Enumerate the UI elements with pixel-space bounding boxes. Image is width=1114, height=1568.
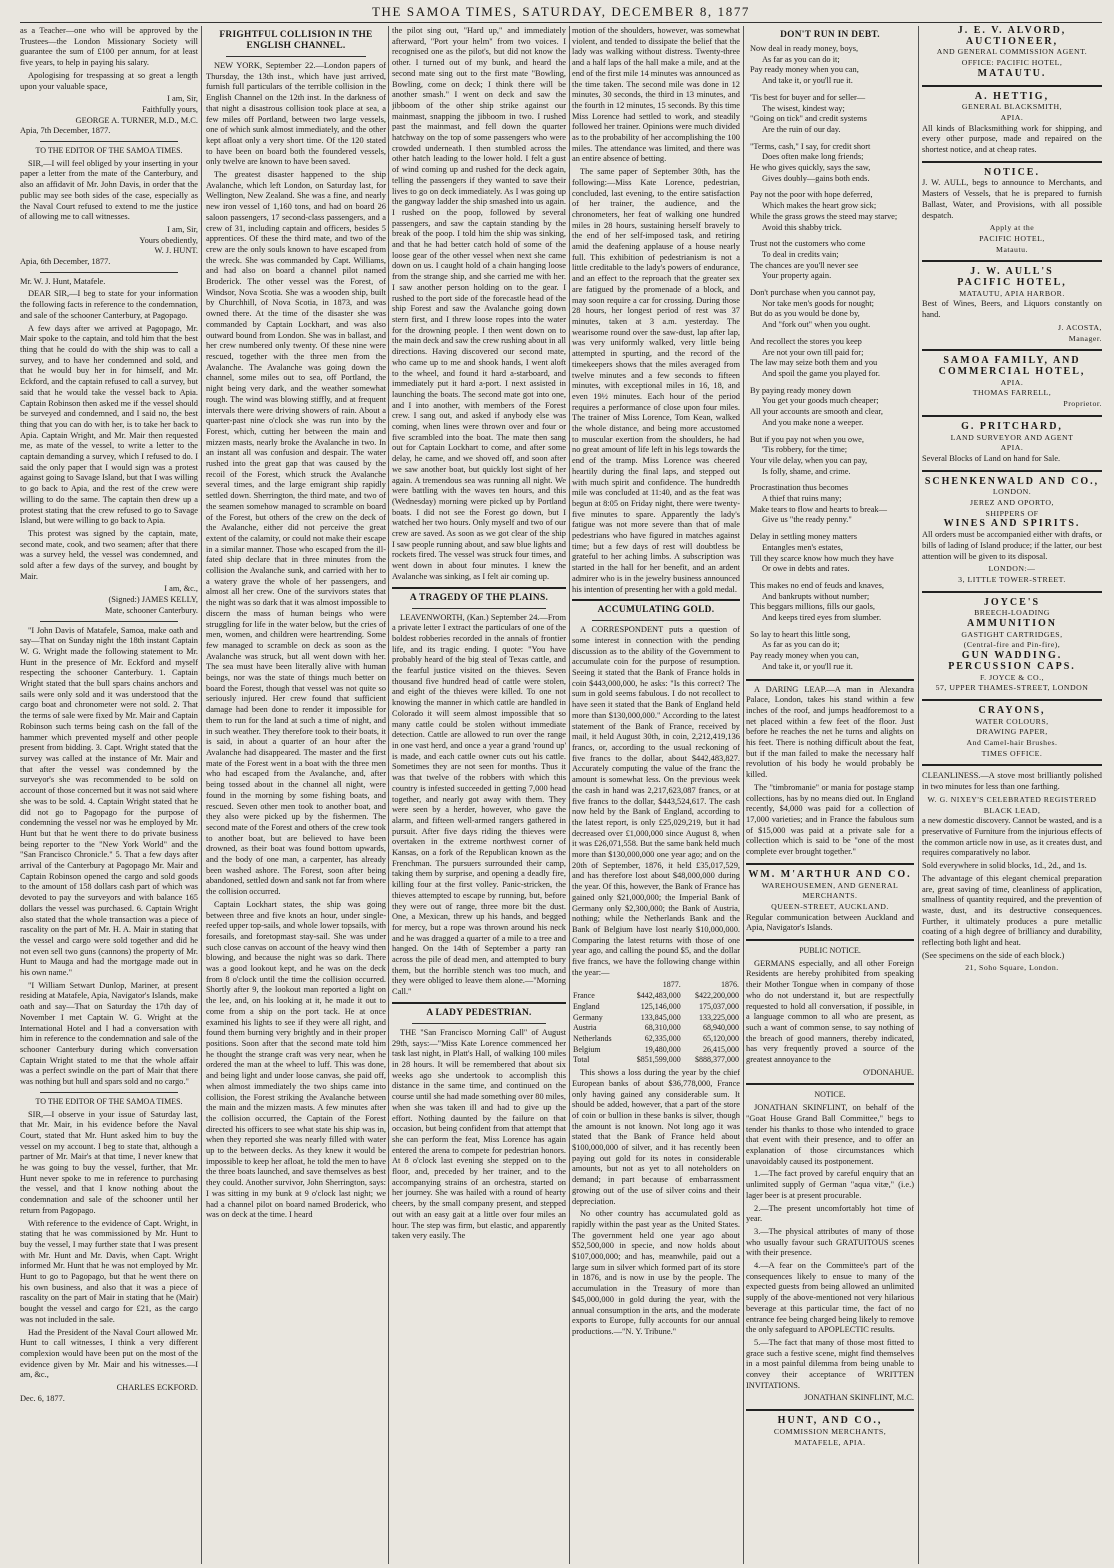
poem-line: Delay in settling money matters [750,532,857,542]
divider [922,349,1102,351]
headline: ACCUMULATING GOLD. [597,605,715,616]
paragraph: The same paper of September 30th, has the following:—Miss Kate Lorence, pedestrian, concluded, last evening, to the entire satisfaction of her trainer, the audience, and the chronometers, her feat of walking one hundred miles in 28 hours, sustaining herself bravely to the end of her self-imposed task, and retiring amid the deafening applause of a house nearly full. This exhibition of pedestrianism is not a little creditable to the lady's powers of endurance, and an effect to the reproach that the greater sex are fatigued by the promenade of a block, and may soon require a car for crossing. During those 28 hours, her longest period of rest was 37 minutes, taken at 3 a.m. yesterday. The wearisome round over the saw-dust, lap after lap, was very uniformly walked, very little being attempted in spurting, and the record of the timekeepers shows that the miles averaged from twelve minutes and a few seconds to fifteen minutes, with exceptional miles in 16, 18, and even 19½ minutes. Each hour of the period requires a performance of close upon four miles. The trainer of Miss Lorence, Tom Kean, walked the whole distance, and being more accustomed to muscular exertion from the shoulders, he had no great amount of life left in his legs towards the end of the tramp. Miss Lorence was cheered heartily during the final laps, and stepped out with much spirit and confidence. The hundredth mile was concluded at 11:40, and as the feat was begun at 8:05 on Friday night, there were twenty-five minutes to spare. Apparently the lady's fatigue was not more severe than that of male pedestrians who have figured in matches against time; but a few days of rest will doubtless be grateful to her aching limbs. A subscription was started in the hall for her benefit, and an ardent admirer who is in the jewelry business announced his intention of presenting her with a gold medal. [572,167,740,594]
paragraph: 1.—The fact proved by careful enquiry that an unlimited supply of German "aqua vitæ," (i.e.) lager beer is at present procurable. [746,1169,914,1200]
poem-line: Pay ready money when you can, [750,65,859,75]
advertisement-hunt [746,1416,914,1448]
paragraph: GERMANS especially, and all other Foreign Residents are hereby prohibited from speaking their Mother Tongue when in company of those who do not understand it, but are respectfully requested to hold all conversation, if possible, in a language common to all who are present, as such a want of common sense, to say nothing of the breach of good manners, thereby indicated, has very frequently proved a source of the greatest annoyance to the [746,958,914,1065]
table-cell: England [573,1001,600,1011]
poem-stanza [750,142,914,185]
advertiser-name: JOYCE'S [983,596,1041,608]
advertiser-trade: PACIFIC HOTEL, [957,277,1067,289]
paragraph: Apologising for trespassing at so great a length upon your valuable space, [20,70,198,91]
divider [40,621,178,622]
poem-line: Make tears to flow and hearts to break— [750,504,887,514]
paragraph: motion of the shoulders, however, was somewhat violent, and tended to dissipate the belief that the lady was walking without distress. Twenty-three and a half laps of the hall make a mile, and at the end of the first mile 14 minutes was announced as the time taken. The second mile was done in 12 minutes, 30 seconds, the third in 13 minutes, and the fourth in 12 minutes, 15 seconds. By this time Miss Lorence had settled to work, and steadily followed her trainer. Opinions were much divided as to the probability of her accomplishing the 100 miles. The attendance was limited, and there was an entire absence of betting. [572,26,740,164]
poem-line: The wisest, kindest way; [762,103,845,113]
divider [592,620,720,621]
poem-line: Your vile delay, when you can pay, [750,455,868,465]
advertiser-address: 3, LITTLE TOWER-STREET. [958,574,1066,584]
advertisement-line: (Central-fire and Pin-fire), [963,640,1061,650]
poem-stanza [750,44,914,87]
advertisement-body: Regular communication between Auckland and Apia, Navigator's Islands. [746,912,914,933]
advertiser-trade: WAREHOUSEMEN, AND GENERAL [761,880,899,890]
advertisement-body: J. W. AULL, begs to announce to Merchants, and Masters of Vessels, that he is prepared to furnish Ballast, Water, and Provisions, with all possible despatch. [922,178,1102,220]
divider [746,939,914,941]
column-1 [20,26,198,1564]
paragraph: The "timbromanie" or mania for postage stamp collections, has by no means died out. In England recently, $4,000 was paid for a collection of 17,000 varieties; and in France the fabulous sum of $15,000 was paid at a private sale for a collection which is said to be "one of the most complete ever brought together." [746,782,914,857]
poem-line: Don't purchase when you cannot pay, [750,288,876,298]
divider [40,141,178,142]
table-cell: 1877. [662,980,681,990]
advertisement-body: The advantage of this elegant chemical preparation are, great saving of time, cleanliness of application, smallness of quantity required, and the prevention of waste, dust, and its destructive consequences. Further, it ultimately produces a pure metallic coating of a high degree of brilliancy and durability, reflecting both light and heat. [922,873,1102,948]
table-cell [572,980,623,991]
poem-line: "Terms, cash," I say, for credit short [750,141,871,151]
divider [392,587,566,589]
signature-name: GEORGE A. TURNER, M.D., M.C. [75,115,198,125]
table-row [572,1002,740,1013]
poem-stanza [750,337,914,380]
poem-line: Procrastination thus becomes [750,483,849,493]
table-cell: Belgium [573,1044,601,1054]
signature-line: Yours obediently, [139,235,198,245]
divider [746,863,914,865]
advertiser-office: OFFICE: PACIFIC HOTEL, [961,58,1063,68]
advertisement-samoa-hotel [922,356,1102,410]
advertiser-place: MATAUTU, APIA HARBOR. [959,288,1065,298]
poem-line: Pay ready money when you can, [750,651,859,661]
column-rule [388,26,389,1564]
signature-name: (Signed:) JAMES KELLY, [108,595,198,605]
poem-line: 'Tis best for buyer and for seller— [750,92,866,102]
poem-stanza [750,532,914,575]
advertiser-name: J. E. V. ALVORD, [957,26,1067,36]
paragraph: SIR,—I observe in your issue of Saturday last, that Mr. Mair, in his evidence before the Naval Court, stated that Mr. Hunt asked him to buy the vessel on my account. I beg to state that, although a partner of Mr. Mair's at that time, I never knew that he was going to buy the vessel, further, that Mr. Hunt never spoke to me in reference to purchasing the vessel, and that I know nothing about the condemnation and sale of the schooner until her return from Pagopago. [20,1109,198,1215]
advertisement-line: GASTIGHT CARTRIDGES, [961,629,1063,639]
table-cell: 68,940,000 [703,1023,739,1033]
column-2 [206,26,386,1564]
paragraph: the pilot sing out, "Hard up," and immediately afterward, "Port your helm" from two voices. I recognised one as the pilot's, but did not know the other. I turned out of my bunk, and heard the second mate sing out to the first mate "Bowling, Bowling, come on deck; I think there will be another smash." I went on deck and saw the jibboom of the other ship strike against our mainmast, snapping the jibboom in two. I rushed past the mainmast, and fell down the quarter hatchway on the top of some passengers who were crowded underneath. I then stumbled across the other hatch leading to the lower hold. I felt a gust of wind coming up and rushed for the deck again, telling the passengers if they wanted to save their lives to go on deck immediately. As I was going up the gangway ladder the ship smashed into us again. I rushed on the poop, followed by several passengers, and saw the captain standing by the break of the poop. I told him the ship was sinking, and that he had better catch hold of some of the loose gear of the other vessel when next she came down on us. I caught hold of a chain hanging loose from the strange ship, and she carried me with her. I saw another person holding on to the gear. I rushed to the port side of the forecastle head of the ship Forest and saw the Avalanche going down stern first, and I threw loose ropes into the water for the drowning people. I then went down on to the main deck and saw the crew rushing about in all directions. Having discovered our second mate, who came up to me and shook hands, I went aloft to the wheel, and found it hard a-starboard, and immediately put it hard a-port. I next assisted in launching the boats. The second mate got into one, and I into another, with members of the Forest crew. I sang out, and asked if anybody else was coming, when lines were thrown over and four or five scrambled into the boat. The mate then sang out for Captain Lockhart to come, and after some delay, he came, and we shoved off, and soon after we saw another boat, but quickly lost sight of her again. A tremendous sea was running all night. We were battling with the waves ten hours, and this (Wednesday) morning were picked up by Portland boats. I did not see the Forest go down, but I watched her two hours. Only myself and two of our crew are saved. As soon as we got clear of the ship I saw people running about, and saw blue lights and rockets fired. The vessel was struck four times, and went down in about four minutes. I knew the Avalanche was sinking, as I felt air coming up. [392,26,566,581]
divider [226,56,366,57]
poem-line: Give us "the ready penny." [762,515,852,525]
paragraph: A DARING LEAP.—A man in Alexandra Palace, London, takes his stand within a few inches of the roof, and jumps headforemost to a net placed within a few feet of the floor. Just before he reaches the net he turns and alights on his feet. There is nothing difficult about the feat, but if the man failed to make the necessary half revolution of his body he would probably be killed. [746,684,914,780]
table-cell: 175,037,000 [699,1001,739,1011]
advertisement-body: (See specimens on the side of each block.) [922,950,1065,960]
advertisement-pritchard [922,422,1102,465]
poem-stanza [750,386,914,429]
column-rule [743,26,744,1564]
advertiser-name: HUNT, AND CO., [777,1415,883,1427]
paragraph: SIR,—I will feel obliged by your inserting in your paper a letter from the mate of the Canterbury, and also an affidavit of Mr. John Davis, in order that the public may see both sides of the case, especially as the Naval Court refused to extend to me the justice of allowing me to call witnesses. [20,158,198,222]
poem-line: And you make none a weeper. [762,417,864,427]
advertisement-line: Matautu. [996,244,1028,254]
poem-line: And take it, or you'll rue it. [762,76,853,86]
advertisement-line: DRAWING PAPER, [976,727,1048,737]
table-cell: 26,415,000 [703,1044,739,1054]
advertisement-hettig [922,92,1102,156]
poem-stanza [750,93,914,136]
poem-line: Pay not the poor with hope deferred, [750,190,873,200]
advertisement-line: AMMUNITION [967,618,1057,630]
paragraph: "I John Davis of Matafele, Samoa, make oath and say—That on Sunday night the 18th instant Captain W. G. Wright made the following statement to Mr. Hunt in the presence of Mr. Eckford and myself respecting the schooner Canterbury. 1. Captain Wright stated that the bull spars chains anchors and sails were only sold and it was understood that the cargo boat and chronometer were not sold. 2. That the terms of sale were fixed by Mr. Mair and Captain Robinson such terms being cash on the fall of the hammer which prevented myself and other people present from bidding. 3. Capt. Wright stated that the survey was called at the instance of Mr. Mair and that after the vessel was condemned by the surveyor's she was recommended to be sold on account of those concerned but it was not said where she was to be sold. 4. Captain Wright stated that he did not go to Pagopago for the purpose of condemning the vessel nor was he employed by Mr. Hunt but that he went there to do private business being reporter to the "New York World" and the "San Francisco Chronicle." 5. That a few days after arrival of the Canterbury at Pagopago Mr. Mair and Captain Robinson opened the cargo and sold goods to the amount of 158 dollars cash part of which was devoted to pay the surveyors and with balance 165 dollars the vessel was purchased. 6. Captain Wright also stated that the whole transaction was a piece of rascality on the part of Mr. H. A. Mair in stating that the vessel and cargo were sold together and did he not even sell two guns (cannons) the property of Mr. Hunt to Mauga and had the mortgage made out in his own name." [20,625,198,978]
paragraph: Captain Lockhart states, the ship was going between three and five knots an hour, under single-reefed upper top-sails, and whole lower topsails, with foresails, and foretopmast stay-sail. She was under such close canvas on account of the heavy wind then blowing, and because the night was so dark. There was a good lookout kept, and he was on the deck from 8 o'clock until the time the collision occurred. Shortly after 9, the lookout man reported a light on the lee, and, on his looking at it, he made it out to come from a ship on the port tack. He at once examined his lights to see if they were all right, and found them burning very brightly and in their proper positions. Soon after that the second mate told him he thought the strange craft was very near, when he ordered the man at the wheel to luff. This was done, and being light and under loose canvas, she paid off, when almost immediately the two ships came into collision, the Forest striking the Avalanche between the main and the mizzen masts. A few minutes after the collision occurred, the Captain of the Forest directed his officers to see what state his ship was in, when they reported she was nearly filled with water up to the between decks. As they knew it would be impossible to keep her afloat, he told the men to have the three boats launched, and save themselves as best they could. Another survivor, John Sherrington, says: I was sitting in my bunk at 9 o'clock last night; we had a channel pilot on board named Broderick, who was on deck at the time. I heard [206,899,386,1220]
poem-stanza [750,288,914,331]
column-rule [201,26,202,1564]
dateline: Apia, 6th December, 1877. [20,257,111,267]
poem-line: So lay to heart this little song, [750,629,851,639]
poem-stanza [750,239,914,282]
table-cell: $442,483,000 [636,991,681,1001]
poem-line: This beggars millions, fills our gaols, [750,602,875,612]
paragraph: 2.—The present uncomfortably hot time of year. [746,1203,914,1224]
advertisement-crayons [922,706,1102,760]
advertisement-body: a new domestic discovery. Cannot be wasted, and is a preservative of Furniture from the injurious effects of the common article now in use, as it creates dust, and requires comparatively no labor. [922,816,1102,858]
poem-line: Your property again. [762,271,832,281]
signature-line: Faithfully yours, [142,104,198,114]
poem-line: Nor take men's goods for nought; [762,298,874,308]
dateline: Dec. 6, 1877. [20,1393,65,1403]
table-header-row [572,980,740,991]
poem-line: And keeps tired eyes from slumber. [762,613,882,623]
advertiser-name: A. HETTIG, [974,90,1050,102]
table-cell: Germany [573,1012,603,1022]
advertisement-line: Manager. [1068,333,1102,343]
divider [746,1083,914,1085]
paragraph: Had the President of the Naval Court allowed Mr. Hunt to call witnesses, I think a very different complexion would have been put on the most of the evidence given by Mr. Mair and his witnesses.—I am, &c., [20,1327,198,1380]
advertiser-place: APIA. [1000,443,1024,453]
advertisement-line: GUN WADDING. [961,650,1063,662]
paragraph: JONATHAN SKINFLINT, on behalf of the "Goat House Grand Ball Committee," begs to tender his thanks to those who intended to grace that event with their presence, and to offer an explanation of those circumstances which unavoidably caused its postponement. [746,1103,914,1166]
advertiser-name: CRAYONS, [978,704,1046,716]
paragraph: 5.—The fact that many of those most fitted to grace such a festive scene, might find themselves in a most painful dilemma from being unable to convey their acceptance of WRITTEN INVITATIONS. [746,1337,914,1390]
poem-line: And bankrupts without number; [762,591,870,601]
poem-line: To deal in credits vain; [762,249,839,259]
column-5 [746,26,914,1564]
signature-line: I am, Sir, [167,224,198,234]
dateline: Apia, 7th December, 1877. [20,126,111,136]
advertisement-line: LONDON:— [988,564,1036,574]
advertiser-name: SAMOA FAMILY, AND COMMERCIAL HOTEL, [938,355,1086,377]
paragraph: This shows a loss during the year by the chief European banks of about $36,778,000, France only having gained any considerable sum. It should be added, however, that a part of the store of coin or bullion in these banks is silver, though the amount is not known. Not long ago it was stated that the Bank of France held about $100,000,000 of silver, and it has recently been paying out gold for its notes in considerable amounts, but not as yet to all noteholders on demand; in part because of embarrassment growing out of the use of silver coins and their depreciation. [572,1068,740,1206]
table-row [572,991,740,1002]
divider [922,415,1102,417]
advertisement-aull-notice [922,168,1102,256]
advertisement-body: Sold everywhere in solid blocks, 1d., 2d., and 1s. [922,861,1087,871]
paragraph: 3.—The physical attributes of many of those who usually favour such GRATUITOUS scenes with their presence. [746,1226,914,1258]
poem-line: As far as you can do it; [762,640,840,650]
paragraph: The greatest disaster happened to the ship Avalanche, which left London, on Saturday last, for Wellington, New Zealand. She was a fine, and nearly new iron vessel of 1,160 tons, and had on board 26 saloon passengers, 17 second-class passengers, and a crew of 31, including captain and officers, besides 5 apprentices. Of these the third mate, and two of the crew are the only souls known to have escaped from the wreck. She was commanded by Capt. Williams, and had also on board a channel pilot named Broderick. The other vessel was the Forest, of Windsor, Nova Scotia. She was a wooden ship, built by Churchhill, of Nova Scotia, in 1873, and was owned there. At the time of the disaster she was commanded by Captain Lockhart, and was also outward bound from London. She was in ballast, and her crew numbered only twenty. Of these nine were rescued, together with the three men from the Avalanche. The Avalanche was going down the channel, some miles out to sea, off Portland, the night being very dark, and the weather somewhat rough. The wind was blowing stiffly, and at frequent intervals there were driving showers of rain. About a quarter-past nine o'clock she was run into by the Forest, which, cutting her between the main and mizzen masts, nearly broke the Avalanche in two. In an instant all was confusion and despair. The water rushed into the great gap that was caused by the recoil of the Forest, which struck the Avalanche several times, and the large emigrant ship rapidly settled down. Sherrington, the third mate, and two of the seamen somehow managed to scramble on board of the Forest, but others of the crew on the deck of the Avalanche, either did not perceive the great extent of the calamity, or could not make their escape in a similar manner. Those who escaped from the ill-fated ship declare that in three minutes from the collision the Avalanche sunk, and carried with her to a watery grave the whole of her passengers, and almost all her crew. One of the survivors states that the night was so dark that it was almost impossible to discern the mass of human beings who were struggling for life in the water below, but the cries of men, women, and children were heartrending. Some few managed to scramble on deck as soon as the Avalanche was struck, but all went down with her. The sea must have been literally alive with human beings, nor was the state of things much better on board the Forest, though that vessel was not quite so seriously injured. Her crew found that sufficient damage had been done to render it impossible for them to run for the land at such a time of night, and in such weather. They therefore took to their boats, it is said, in about a quarter of an hour after the Avalanche had disappeared. The master and the first mate of the Forest went in a boat with the three men who had escaped from the Avalanche, and, after being tossed about in the channel all night, were found in the morning by some fishing boats, and rescued. Seven other men took to another boat, and they also were picked up by the fishermen. The second mate of the Forest and others of the crew took to another boat, but are believed to have been drowned, as their boat was found bottom upwards, and the body of one man, a carpenter, has already been washed ashore. The Forest, soon after being abandoned, settled down and sank not far from where the collision occurred. [206,170,386,897]
poem-line: By paying ready money down [750,385,851,395]
advertisement-signature: THOMAS FARRELL, [972,388,1052,398]
poem-line: And "fork out" when you ought. [762,320,871,330]
poem-line: Is folly, shame, and crime. [762,466,851,476]
signature-line: I am, Sir, [167,94,198,104]
table-cell: $422,200,000 [695,991,739,1001]
advertisement-line: WATER COLOURS, [975,716,1049,726]
advertisement-line: BREECH-LOADING [974,608,1050,618]
poem-title: DON'T RUN IN DEBT. [780,30,880,40]
advertisement-line: TIMES OFFICE. [981,748,1043,758]
poem-stanza [750,483,914,526]
paragraph: NEW YORK, September 22.—London papers of Thursday, the 13th inst., which have just arrived, furnish full particulars of the terrible collision in the English Channel on the 12th inst. In the darkness of that night a disastrous collision took place at sea, a few miles off Portland, between two large vessels, one of which sunk almost immediately, and the other kept afloat only a very short time. Of the 120 stated to have been on board both the foundered vessels, only twelve are known to have been saved. [206,61,386,167]
advertisement-signature: F. JOYCE & CO., [979,672,1045,682]
headline: A TRAGEDY OF THE PLAINS. [409,592,549,603]
poem-line: 'Tis robbery, for the time; [762,445,848,455]
poem-line: Gives doubly—gains both ends. [762,173,870,183]
table-cell: France [573,991,595,1001]
divider [40,272,178,273]
column-6 [922,26,1102,1564]
paragraph: LEAVENWORTH, (Kan.) September 24.—From a private letter I extract the particulars of one of the boldest robberies recorded in the annals of frontier life, and its tragic ending. I quote: "You have probably heard of the big steal of Texas cattle, and the fearful justice visited on the thieves. Seven thousand five hundred head of cattle were stolen, and eight of the thieves were killed. To one not knowing the manner in which cattle are handled in Colorado it will seem almost impossible that so many cattle could be stolen without immediate detection. Cattle are allowed to run over the range in one vast herd, and once a year a grand 'round up' is made, and each cattle owner cuts out his cattle. Sometimes they are not seen for months. Thus it was that twelve of the robbers with which this country is infested succeeded in getting 7,000 head together, and nearly got away with them. They were seen by a herder, however, who gave the alarm, and fifteen well-armed rangers gathered in pursuit. After five days riding the thieves were overtaken in the extreme northwest corner of Kansas, on a fork of the Republican known as the Frenchman. The pursuers surrounded their camp, taking them by surprise, and opening a deadly fire, killing four at the first volley. Panic-stricken, the thieves attempted to escape by running, but, before they were out of range, three more bit the dust. One, a Mexican, threw up his hands, and begged for mercy, but a rope was thrown around his neck and he was dragged a quarter of a mile to a tree and hanged. On the 14th of September a party ran across the pile of dead men, and attempted to bury them, but the horrible stench was too much, and they were obliged to leave them alone.—"Morning Call." [392,612,566,997]
table-row [572,1045,740,1056]
advertisement-nixey [922,771,1102,974]
poem-line: Avoid this shabby trick. [762,222,842,232]
divider [412,608,546,609]
divider [412,1023,546,1024]
advertiser-trade: LAND SURVEYOR AND AGENT [950,432,1074,442]
notice-heading: PUBLIC NOTICE. [799,946,861,956]
advertisement-joyce [922,598,1102,694]
headline: FRIGHTFUL COLLISION IN THE ENGLISH CHANNEL. [219,30,373,51]
poem-line: And take it, or you'll rue it. [762,661,853,671]
divider [922,470,1102,472]
divider [40,1092,178,1093]
table-cell: 133,225,000 [699,1012,739,1022]
column-4 [572,26,740,1564]
divider [922,699,1102,701]
advertiser-address: 57, UPPER THAMES-STREET, LONDON [935,683,1089,693]
divider [922,591,1102,593]
advertisement-body: All orders must be accompanied either with drafts, or bills of lading of Island produce; if the latter, our best attention will be given to its disposal. [922,530,1102,561]
paragraph: A few days after we arrived at Pagopago, Mr. Mair spoke to the captain, and told him that the best thing that he could do with the ship was to call a survey, and to have her condemned and sold, and that he would buy her in for himself, and Mr. Eckford, and the captain refused to call a survey, but said that he would take the vessel back to Apia. Captain Robinson then asked me if the vessel should be surveyed and condemned, and I said no, the best thing that you can do with her, is to take her back to Apia. Captain Wright, and Mr. Mair then requested me, as mate of the vessel, to write a letter to the captain demanding a survey, which I refused to do. I said the only paper that I would sign was a protest against going to Savage Island, but that I was willing to go back to Apia, and the rest of the crew were willing to do the same. The captain then drew up a protest stating that the crew refused to go to Savage Island, but were willing to go back to Apia. [20,323,198,526]
advertisement-mcarthur [746,870,914,934]
poem-line: Now deal in ready money, boys, [750,44,859,53]
poem-line: And recollect the stores you keep [750,336,862,346]
paragraph: DEAR SIR,—I beg to state for your information the following facts in reference to the condemnation, and sale of the schooner Canterbury, at Pagopago. [20,289,198,320]
advertisement-pacific-hotel [922,267,1102,344]
letter-heading: TO THE EDITOR OF THE SAMOA TIMES. [35,146,183,156]
paragraph: A CORRESPONDENT puts a question of some interest in connection with the pending discussion as to the ability of the Government to accumulate coin for the purpose of resumption. Seeing it stated that the Bank of France holds in coin $443,000,000, he asks: "Is this correct? The sum in gold seems fabulous. I do not recollect to have seen it stated that the Bank of England held more than $130,000,000." According to the latest statement of the Bank of France, received by mail, it held August 30th, in coin, 2,212,419,136 francs, or, according to the usual reckoning of five francs to the dollar, about $442,483,827. Accurately computing the value of the franc the amount is somewhat less. On the previous week the cash in hand was 2,217,623,087 francs, or at five francs to the dollar, $443,524,617. The cash now held by the Bank of England, according to the latest report, is only £25,029,219, but it had decreased over £1,000,000 since August 8, when it was £26,071,558. But the same bank held much more than $130,000,000 one year ago; and on the 20th of September, 1876, it held £35,017,529, and has therefore lost about $48,000,000 during the year. Of this, however, the Bank of France has gained only $21,000,000; the Imperial Bank of Germany only $2,300,000; the Bank of Austria, nothing; while the Netherlands Bank and the Bank of Belgium have lost nearly $10,000,000. Comparing the latest returns with those of one year ago, and calling the pound $5, and the dollar five francs, we have the following change within the year:— [572,625,740,977]
advertisement-body: Best of Wines, Beers, and Liquors constantly on hand. [922,299,1102,320]
advertisement-line: PERCUSSION CAPS. [948,660,1076,672]
table-cell: $888,377,000 [695,1055,739,1065]
poem-line: Does often make long friends; [762,152,864,162]
paragraph: 4.—A fear on the Committee's part of the consequences likely to ensue to many of the expected guests from being allowed an unlimited supply of the above-mentioned not very hilarious beverage at this particular time, the fact of no entrance fee being charged being likely to remove the only safeguard to APOPLECTIC results. [746,1261,914,1335]
poem-line: Till they scarce know how much they have [750,553,894,563]
column-rule [918,26,919,1564]
advertiser-address: 21, Soho Square, London. [965,963,1059,973]
poem-stanza [750,581,914,624]
headline: A LADY PEDESTRIAN. [426,1007,532,1018]
advertisement-line: Proprietor. [1063,399,1102,409]
paragraph: THE "San Francisco Morning Call" of August 29th, says:—"Miss Kate Lorence commenced her task last night, in Platt's Hall, of walking 100 miles in 28 hours. It will be remembered that about six weeks ago she undertook to accomplish this distance in the same time, and continued on the course until she had made something over 80 miles, when she was taken ill and had to give up the effort. Nothing daunted by the failure on that occasion, but being confident from that attempt that she can perform the feat, Miss Lorence has again entered the arena to compete for pedestrian honors. At 8 o'clock last evening she stepped on to the floor, and, preceded by her trainer, and to the accompanying strains of an orchestra, started on her journey. She was hailed with a round of hearty cheers, by the small company present, and stepped out with an easy gait at a little over four miles an hour. The step was firm, but elastic, and apparently taken very easily. The [392,1027,566,1241]
advertisement-line: And Camel-hair Brushes. [966,738,1058,748]
poem-line: Trust not the customers who come [750,239,866,249]
advertisement-body: All kinds of Blacksmithing work for shipping, and every other purpose, made and repaired on the shortest notice, and at cheap rates. [922,123,1102,155]
table-cell: 62,335,000 [644,1033,681,1043]
notice-heading: NOTICE. [814,1090,846,1100]
advertisement-line: PACIFIC HOTEL, [979,233,1045,243]
paragraph: as a Teacher—one who will be approved by the Trustees—the London Missionary Society will guarantee the sum of £100 per annum, for at least five years, to help in paying his salary. [20,26,198,68]
signature-name: W. J. HUNT. [154,246,198,256]
poem-line: But if you pay not when you owe, [750,434,864,444]
divider [922,764,1102,766]
poem-stanza [750,435,914,478]
divider [746,1409,914,1411]
poem-line: The chances are you'll never see [750,260,859,270]
signature-name: JONATHAN SKINFLINT, M.C. [804,1393,914,1403]
table-cell: 133,845,000 [640,1012,681,1022]
advertisement-line: SHIPPERS OF [985,508,1039,518]
advertiser-trade: COMMISSION MERCHANTS, [773,1426,887,1436]
advertiser-trade: AND GENERAL COMMISSION AGENT. [936,47,1088,57]
table-row [572,1023,740,1034]
bank-coin-table [572,980,740,1066]
advertiser-name: WM. M'ARTHUR AND CO. [748,868,912,880]
table-cell: Total [573,1055,590,1065]
divider [572,599,740,601]
paragraph: This protest was signed by the captain, mate, second mate, cook, and two seamen; after that there was a survey held, the vessel was condemned, and sold after a few days of the survey, and bought by Mair. [20,528,198,581]
advertiser-name: SCHENKENWALD AND CO., [924,475,1100,487]
advertisement-schenkenwald [922,477,1102,586]
poem-line: Are not your own till paid for; [762,347,864,357]
advertiser-trade: GENERAL BLACKSMITH, [961,102,1063,112]
poem [746,44,914,673]
advertisement-line: JEREZ AND OPORTO, [970,498,1054,508]
advertisement-body: CLEANLINESS.—A stove most brilliantly polished in two minutes for less than one farthing. [922,771,1102,792]
paragraph: No other country has accumulated gold as rapidly within the past year as the United States. The government held one year ago about $52,500,000 in specie, and now holds about $107,000,000; and has, meanwhile, paid out a large sum in silver which formed part of its store in 1876, and is now in use by the people. The accumulation in the Treasury of more than $45,000,000 in gold during the year, with the annual consumption in the arts, and the moderate exports to Europe, fully accounts for our annual productions.—"N. Y. Tribune." [572,1209,740,1336]
column-rule [569,26,570,1564]
addressee: Mr. W. J. Hunt, Matafele. [20,276,106,286]
poem-line: He who gives quickly, says the saw, [750,163,871,173]
paragraph: With reference to the evidence of Capt. Wright, in stating that he was commissioned by Mr. Hunt to buy the vessel, I may further state that I was present with Mr. Hunt and Mr. Davis, when Capt. Wright informed Mr. Hunt that he was not employed by Mr. Hunt to go to Pagopago, but that he went there on his own business, and also that it was a piece of rascality on the part of Mair in stating that he (Mair) bought the vessel and cargo for £21, as the cargo was not included in the sale. [20,1218,198,1324]
poem-line: But do as you would be done by, [750,309,860,319]
table-cell: 65,120,000 [703,1033,739,1043]
column-3 [392,26,566,1564]
divider [392,1002,566,1004]
advertiser-name: J. W. AULL'S [970,266,1054,278]
poem-line: Are the ruin of our day. [762,124,841,134]
divider [922,260,1102,262]
signature-line: I am, &c., [164,584,198,594]
poem-line: And spoil the game you played for. [762,368,880,378]
advertisement-body: Several Blocks of Land on hand for Sale. [922,453,1061,463]
advertisement-line: LONDON. [992,487,1032,497]
poem-line: "Going on tick" and credit systems [750,114,867,124]
advertiser-name: W. G. NIXEY'S CELEBRATED REGISTERED BLACK LEAD, [927,794,1097,815]
advertisement-line: Apply at the [989,223,1035,233]
advertiser-place: MATAUTU. [977,67,1047,79]
table-row [572,1013,740,1024]
poem-line: A thief that ruins many; [762,494,842,504]
signature-line: Mate, schooner Canterbury. [105,605,198,615]
masthead: THE SAMOA TIMES, SATURDAY, DECEMBER 8, 1877 [20,2,1102,23]
advertiser-name: G. PRITCHARD, [961,420,1063,432]
poem-stanza [750,630,914,673]
advertiser-address: MATAFELE, APIA. [794,1437,866,1447]
poem-line: Entangles men's estates, [762,542,843,552]
poem-line: You get your goods much cheaper; [762,396,879,406]
poem-line: The law may seize both them and you [750,358,878,368]
table-cell: 19,480,000 [644,1044,681,1054]
divider [746,679,914,681]
letter-heading: TO THE EDITOR OF THE SAMOA TIMES. [35,1096,183,1106]
divider [922,85,1102,87]
table-cell: Netherlands [573,1033,612,1043]
signature-name: CHARLES ECKFORD. [116,1383,198,1393]
advertiser-trade: MERCHANTS. [802,891,858,901]
table-cell: $851,599,000 [636,1055,681,1065]
divider [922,161,1102,163]
poem-line: Or owe in debts and rates. [762,564,850,574]
advertiser-place: APIA. [1000,377,1024,387]
poem-stanza [750,190,914,233]
table-total-row [572,1055,740,1066]
table-row [572,1034,740,1045]
table-cell: Austria [573,1023,597,1033]
advertiser-place: APIA. [1000,112,1024,122]
signature-name: O'DONAHUE. [862,1067,914,1077]
table-cell: 1876. [721,980,739,990]
poem-line: All your accounts are smooth and clear, [750,407,883,417]
advertisement-line: WINES AND SPIRITS. [943,518,1081,530]
poem-line: As far as you can do it; [762,54,840,64]
advertiser-trade: AUCTIONEER, [965,35,1059,47]
advertiser-address: QUEEN-STREET, AUCKLAND. [771,901,889,911]
paragraph: "I William Setwart Dunlop, Mariner, at present residing at Matafele, Apia, Navigator's Islands, make oath and say—That on Saturday the 17th day of November I met Captain W. G. Wright at the International Hotel and I had a conversation with him in reference to the condemnation and sale of the schooner Canterbury during which conversation Captain Wright stated to me that the whole affair was a perfect swindle on the part of Mair that there was nothing but hull and spars sold and no cargo." [20,980,198,1087]
poem-line: While the grass grows the steed may starve; [750,211,898,221]
notice-heading: NOTICE. [984,166,1040,178]
poem-line: This makes no end of feuds and knaves, [750,580,884,590]
table-cell: 125,146,000 [640,1001,681,1011]
advertisement-signature: J. ACOSTA, [1057,322,1102,332]
table-cell: 68,310,000 [644,1023,681,1033]
poem-line: Which makes the heart grow sick; [762,201,877,211]
advertisement-alvord [922,26,1102,80]
